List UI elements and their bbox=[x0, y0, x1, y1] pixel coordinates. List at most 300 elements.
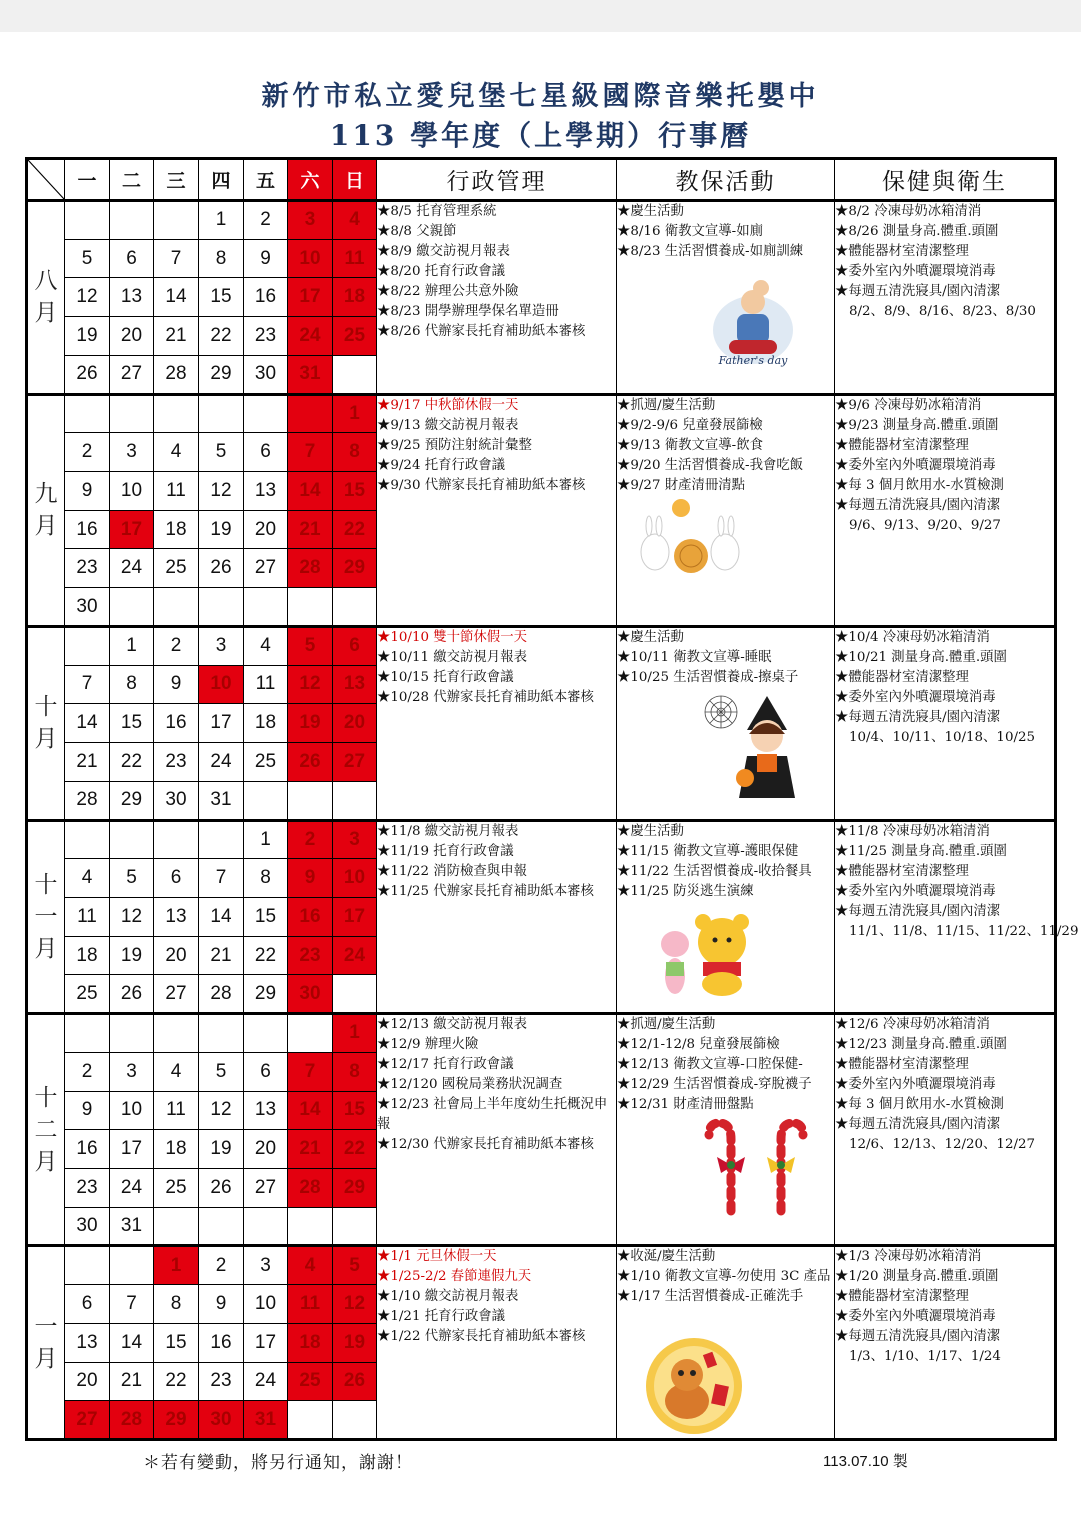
day-cell-sun: 3 bbox=[333, 820, 377, 859]
day-cell-thu: 9 bbox=[199, 1285, 244, 1324]
day-cell-sun bbox=[333, 1401, 377, 1440]
weekday-thu: 四 bbox=[199, 159, 244, 201]
day-cell-tue: 3 bbox=[110, 433, 154, 472]
health-item: ★11/8 冷凍母奶冰箱清消 bbox=[835, 823, 990, 839]
day-cell-sun: 19 bbox=[333, 1323, 377, 1362]
day-cell-thu: 29 bbox=[199, 355, 244, 394]
day-cell-thu: 12 bbox=[199, 472, 244, 511]
health-item: ★體能器材室清潔整理 bbox=[835, 863, 969, 879]
day-cell-fri: 13 bbox=[244, 472, 288, 511]
health-item: ★9/6 冷凍母奶冰箱清消 bbox=[835, 397, 982, 413]
admin-notes bbox=[377, 1014, 617, 1246]
school-calendar-table bbox=[25, 157, 1079, 1441]
day-cell-mon: 19 bbox=[65, 317, 110, 356]
health-notes bbox=[835, 201, 1056, 395]
day-cell-mon: 23 bbox=[65, 1168, 110, 1207]
day-cell-thu: 22 bbox=[199, 317, 244, 356]
admin-item: ★10/28 代辦家長托育補助紙本審核 bbox=[377, 689, 594, 705]
admin-item: ★11/25 代辦家長托育補助紙本審核 bbox=[377, 883, 594, 899]
day-cell-sun: 26 bbox=[333, 1362, 377, 1401]
education-item: ★11/25 防災逃生演練 bbox=[617, 883, 754, 899]
day-cell-sat: 25 bbox=[288, 1362, 333, 1401]
weekday-sun: 日 bbox=[333, 159, 377, 201]
day-cell-wed: 11 bbox=[154, 1091, 199, 1130]
day-cell-sun: 11 bbox=[333, 239, 377, 278]
day-cell-tue: 10 bbox=[110, 472, 154, 511]
day-cell-sat: 4 bbox=[288, 1246, 333, 1285]
day-cell-wed: 4 bbox=[154, 433, 199, 472]
education-item: ★慶生活動 bbox=[617, 823, 684, 839]
day-cell-thu: 15 bbox=[199, 278, 244, 317]
week-row bbox=[27, 1246, 1056, 1285]
day-cell-sat: 30 bbox=[288, 975, 333, 1014]
day-cell-tue bbox=[110, 820, 154, 859]
day-cell-thu bbox=[199, 1014, 244, 1053]
admin-item: ★8/20 托育行政會議 bbox=[377, 264, 506, 279]
day-cell-wed: 8 bbox=[154, 1285, 199, 1324]
admin-item: ★11/22 消防檢查與申報 bbox=[377, 863, 527, 879]
day-cell-thu: 3 bbox=[199, 626, 244, 665]
day-cell-fri: 2 bbox=[244, 201, 288, 240]
admin-item: ★8/5 托育管理系統 bbox=[377, 204, 497, 219]
education-item: ★9/20 生活習慣養成-我會吃飯 bbox=[617, 457, 804, 473]
admin-item: ★10/11 繳交訪視月報表 bbox=[377, 649, 527, 665]
health-item: ★10/4 冷凍母奶冰箱清消 bbox=[835, 629, 990, 645]
holiday-item: ★1/25-2/2 春節連假九天 bbox=[377, 1269, 532, 1285]
day-cell-tue: 5 bbox=[110, 859, 154, 898]
education-item: ★1/10 衛教文宣導-勿使用 3C 產品 bbox=[617, 1269, 831, 1285]
day-cell-tue bbox=[110, 394, 154, 433]
day-cell-wed: 25 bbox=[154, 1168, 199, 1207]
day-cell-fri: 15 bbox=[244, 897, 288, 936]
day-cell-tue: 14 bbox=[110, 1323, 154, 1362]
day-cell-thu: 26 bbox=[199, 549, 244, 588]
admin-item: ★9/30 代辦家長托育補助紙本審核 bbox=[377, 477, 586, 493]
day-cell-wed: 6 bbox=[154, 859, 199, 898]
day-cell-mon bbox=[65, 1014, 110, 1053]
day-cell-tue: 7 bbox=[110, 1285, 154, 1324]
corner-cell bbox=[27, 159, 65, 201]
health-item: ★9/23 測量身高.體重.頭圍 bbox=[835, 417, 999, 433]
day-cell-fri: 6 bbox=[244, 1052, 288, 1091]
health-item: ★每週五清洗寢具/園內清潔 bbox=[835, 903, 1001, 919]
day-cell-sun bbox=[333, 355, 377, 394]
week-row bbox=[27, 626, 1056, 665]
day-cell-wed: 25 bbox=[154, 549, 199, 588]
admin-item: ★8/9 繳交訪視月報表 bbox=[377, 244, 510, 259]
weekday-fri: 五 bbox=[244, 159, 288, 201]
day-cell-fri: 27 bbox=[244, 549, 288, 588]
day-cell-sat: 21 bbox=[288, 1130, 333, 1169]
health-item: ★體能器材室清潔整理 bbox=[835, 1289, 969, 1305]
day-cell-mon: 9 bbox=[65, 472, 110, 511]
day-cell-sat: 28 bbox=[288, 1168, 333, 1207]
day-cell-thu bbox=[199, 394, 244, 433]
admin-item: ★11/8 繳交訪視月報表 bbox=[377, 823, 519, 839]
health-item: ★委外室內外噴灑環境消毒 bbox=[835, 264, 996, 279]
cleaning-dates: 10/4、10/11、10/18、10/25 bbox=[849, 729, 1036, 745]
day-cell-wed bbox=[154, 394, 199, 433]
education-item: ★抓週/慶生活動 bbox=[617, 397, 716, 413]
day-cell-sat: 21 bbox=[288, 510, 333, 549]
day-cell-mon: 6 bbox=[65, 1285, 110, 1324]
weekday-wed: 三 bbox=[154, 159, 199, 201]
day-cell-fri: 13 bbox=[244, 1091, 288, 1130]
month-label: 十 月 bbox=[27, 626, 65, 820]
day-cell-sun: 10 bbox=[333, 859, 377, 898]
day-cell-sun: 29 bbox=[333, 549, 377, 588]
day-cell-mon: 5 bbox=[65, 239, 110, 278]
education-item: ★12/29 生活習慣養成-穿脫襪子 bbox=[617, 1077, 812, 1093]
day-cell-sat: 2 bbox=[288, 820, 333, 859]
day-cell-wed: 15 bbox=[154, 1323, 199, 1362]
week-row bbox=[27, 201, 1056, 240]
day-cell-fri: 31 bbox=[244, 1401, 288, 1440]
day-cell-mon: 9 bbox=[65, 1091, 110, 1130]
day-cell-fri: 27 bbox=[244, 1168, 288, 1207]
week-row bbox=[27, 1014, 1056, 1053]
day-cell-fri: 25 bbox=[244, 743, 288, 782]
day-cell-fri: 3 bbox=[244, 1246, 288, 1285]
diagonal-line bbox=[28, 160, 64, 199]
footer-made-date: 113.07.10 製 bbox=[823, 1453, 908, 1470]
day-cell-wed: 28 bbox=[154, 355, 199, 394]
day-cell-fri: 6 bbox=[244, 433, 288, 472]
calendar-title: 113 學年度（上學期）行事曆 bbox=[329, 119, 752, 152]
education-item: ★11/22 生活習慣養成-收拾餐具 bbox=[617, 863, 812, 879]
day-cell-sat: 19 bbox=[288, 704, 333, 743]
day-cell-sun: 8 bbox=[333, 1052, 377, 1091]
day-cell-mon bbox=[65, 394, 110, 433]
education-item: ★11/15 衛教文宣導-護眼保健 bbox=[617, 843, 799, 859]
column-health: 保健與衛生 bbox=[835, 159, 1056, 201]
day-cell-tue: 27 bbox=[110, 355, 154, 394]
day-cell-mon: 16 bbox=[65, 1130, 110, 1169]
column-education: 教保活動 bbox=[617, 159, 835, 201]
education-item: ★12/1-12/8 兒童發展篩檢 bbox=[617, 1037, 780, 1053]
day-cell-mon bbox=[65, 201, 110, 240]
svg-text:Father's day: Father's day bbox=[718, 354, 788, 367]
education-item: ★慶生活動 bbox=[617, 204, 684, 219]
education-item: ★10/25 生活習慣養成-擦桌子 bbox=[617, 669, 799, 685]
day-cell-sun: 20 bbox=[333, 704, 377, 743]
health-item: ★體能器材室清潔整理 bbox=[835, 1057, 969, 1073]
day-cell-wed: 16 bbox=[154, 704, 199, 743]
health-notes bbox=[835, 394, 1056, 626]
day-cell-wed: 23 bbox=[154, 743, 199, 782]
day-cell-tue: 1 bbox=[110, 626, 154, 665]
day-cell-thu: 28 bbox=[199, 975, 244, 1014]
header-row bbox=[27, 159, 1056, 201]
admin-item: ★8/26 代辦家長托育補助紙本審核 bbox=[377, 324, 586, 339]
day-cell-sun bbox=[333, 588, 377, 627]
day-cell-wed: 13 bbox=[154, 897, 199, 936]
education-item: ★9/2-9/6 兒童發展篩檢 bbox=[617, 417, 763, 433]
health-item: ★體能器材室清潔整理 bbox=[835, 669, 969, 685]
day-cell-sat: 23 bbox=[288, 936, 333, 975]
day-cell-thu: 5 bbox=[199, 1052, 244, 1091]
day-cell-tue: 22 bbox=[110, 743, 154, 782]
day-cell-tue: 26 bbox=[110, 975, 154, 1014]
day-cell-tue: 29 bbox=[110, 781, 154, 820]
month-label: 一 月 bbox=[27, 1246, 65, 1440]
day-cell-thu: 10 bbox=[199, 665, 244, 704]
day-cell-tue bbox=[110, 201, 154, 240]
admin-notes bbox=[377, 820, 617, 1014]
day-cell-thu bbox=[199, 820, 244, 859]
day-cell-wed bbox=[154, 820, 199, 859]
day-cell-wed: 29 bbox=[154, 1401, 199, 1440]
cleaning-dates: 1/3、1/10、1/17、1/24 bbox=[849, 1349, 1001, 1365]
health-notes bbox=[835, 1246, 1056, 1440]
bear-pig-illustration bbox=[647, 904, 757, 1006]
day-cell-thu: 21 bbox=[199, 936, 244, 975]
week-row bbox=[27, 394, 1056, 433]
day-cell-tue bbox=[110, 1246, 154, 1285]
day-cell-tue: 28 bbox=[110, 1401, 154, 1440]
admin-notes bbox=[377, 394, 617, 626]
health-notes bbox=[835, 1014, 1056, 1246]
health-item: ★體能器材室清潔整理 bbox=[835, 244, 969, 259]
day-cell-fri: 16 bbox=[244, 278, 288, 317]
education-notes bbox=[617, 201, 835, 395]
education-item: ★9/27 財產清冊清點 bbox=[617, 477, 746, 493]
admin-item: ★12/30 代辦家長托育補助紙本審核 bbox=[377, 1137, 594, 1153]
admin-item: ★12/9 辦理火險 bbox=[377, 1037, 479, 1053]
day-cell-sat bbox=[288, 588, 333, 627]
day-cell-mon: 13 bbox=[65, 1323, 110, 1362]
admin-item: ★12/120 國稅局業務狀況調查 bbox=[377, 1077, 563, 1093]
day-cell-wed: 27 bbox=[154, 975, 199, 1014]
day-cell-sat: 12 bbox=[288, 665, 333, 704]
day-cell-fri: 18 bbox=[244, 704, 288, 743]
day-cell-fri: 22 bbox=[244, 936, 288, 975]
admin-item: ★11/19 托育行政會議 bbox=[377, 843, 514, 859]
day-cell-sun bbox=[333, 1207, 377, 1246]
health-notes bbox=[835, 626, 1056, 820]
day-cell-fri: 24 bbox=[244, 1362, 288, 1401]
day-cell-mon: 12 bbox=[65, 278, 110, 317]
day-cell-sat: 14 bbox=[288, 472, 333, 511]
weekday-tue: 二 bbox=[110, 159, 154, 201]
health-item: ★1/20 測量身高.體重.頭圍 bbox=[835, 1269, 999, 1285]
day-cell-sat: 9 bbox=[288, 859, 333, 898]
day-cell-thu: 23 bbox=[199, 1362, 244, 1401]
cleaning-dates: 8/2、8/9、8/16、8/23、8/30 bbox=[849, 304, 1036, 319]
day-cell-fri: 30 bbox=[244, 355, 288, 394]
day-cell-sat: 11 bbox=[288, 1285, 333, 1324]
education-item: ★12/31 財產清冊盤點 bbox=[617, 1097, 754, 1113]
day-cell-sun: 29 bbox=[333, 1168, 377, 1207]
day-cell-mon: 26 bbox=[65, 355, 110, 394]
education-notes bbox=[617, 820, 835, 1014]
day-cell-wed: 30 bbox=[154, 781, 199, 820]
day-cell-thu: 2 bbox=[199, 1246, 244, 1285]
day-cell-tue: 19 bbox=[110, 936, 154, 975]
day-cell-mon: 25 bbox=[65, 975, 110, 1014]
day-cell-tue: 12 bbox=[110, 897, 154, 936]
day-cell-mon: 21 bbox=[65, 743, 110, 782]
cleaning-dates: 12/6、12/13、12/20、12/27 bbox=[849, 1137, 1036, 1153]
day-cell-mon bbox=[65, 1246, 110, 1285]
health-item: ★8/26 測量身高.體重.頭圍 bbox=[835, 224, 999, 239]
health-item: ★10/21 測量身高.體重.頭圍 bbox=[835, 649, 1007, 665]
day-cell-fri: 1 bbox=[244, 820, 288, 859]
day-cell-sat bbox=[288, 1401, 333, 1440]
day-cell-wed bbox=[154, 1207, 199, 1246]
cleaning-dates: 9/6、9/13、9/20、9/27 bbox=[849, 517, 1001, 533]
column-admin: 行政管理 bbox=[377, 159, 617, 201]
day-cell-thu: 24 bbox=[199, 743, 244, 782]
day-cell-sun: 4 bbox=[333, 201, 377, 240]
day-cell-thu: 30 bbox=[199, 1401, 244, 1440]
day-cell-sun: 1 bbox=[333, 1014, 377, 1053]
health-item: ★每週五清洗寢具/園內清潔 bbox=[835, 1117, 1001, 1133]
day-cell-tue: 17 bbox=[110, 1130, 154, 1169]
education-item: ★8/23 生活習慣養成-如廁訓練 bbox=[617, 244, 804, 259]
day-cell-sun bbox=[333, 781, 377, 820]
admin-item: ★9/25 預防注射統計彙整 bbox=[377, 437, 532, 453]
day-cell-mon bbox=[65, 626, 110, 665]
day-cell-sun: 24 bbox=[333, 936, 377, 975]
candy-canes-illustration bbox=[701, 1115, 811, 1222]
health-item: ★每週五清洗寢具/園內清潔 bbox=[835, 284, 1001, 299]
day-cell-thu: 16 bbox=[199, 1323, 244, 1362]
health-item: ★1/3 冷凍母奶冰箱清消 bbox=[835, 1249, 982, 1265]
day-cell-tue: 13 bbox=[110, 278, 154, 317]
day-cell-mon: 7 bbox=[65, 665, 110, 704]
health-item: ★12/6 冷凍母奶冰箱清消 bbox=[835, 1017, 990, 1033]
health-item: ★委外室內外噴灑環境消毒 bbox=[835, 1077, 996, 1093]
health-notes bbox=[835, 820, 1079, 1014]
health-item: ★12/23 測量身高.體重.頭圍 bbox=[835, 1037, 1007, 1053]
admin-item: ★1/10 繳交訪視月報表 bbox=[377, 1289, 519, 1305]
day-cell-mon: 2 bbox=[65, 1052, 110, 1091]
day-cell-wed: 20 bbox=[154, 936, 199, 975]
holiday-item: ★10/10 雙十節休假一天 bbox=[377, 629, 527, 645]
day-cell-thu: 31 bbox=[199, 781, 244, 820]
health-item: ★每週五清洗寢具/園內清潔 bbox=[835, 497, 1001, 513]
education-notes bbox=[617, 626, 835, 820]
health-item: ★委外室內外噴灑環境消毒 bbox=[835, 883, 996, 899]
day-cell-sun: 17 bbox=[333, 897, 377, 936]
day-cell-mon bbox=[65, 820, 110, 859]
day-cell-sat: 31 bbox=[288, 355, 333, 394]
day-cell-fri: 9 bbox=[244, 239, 288, 278]
day-cell-sun bbox=[333, 975, 377, 1014]
fathers-day-illustration bbox=[703, 270, 803, 377]
day-cell-mon: 11 bbox=[65, 897, 110, 936]
day-cell-sat: 28 bbox=[288, 549, 333, 588]
day-cell-sun: 27 bbox=[333, 743, 377, 782]
education-item: ★12/13 衛教文宣導-口腔保健- bbox=[617, 1057, 803, 1073]
admin-item: ★12/13 繳交訪視月報表 bbox=[377, 1017, 527, 1033]
day-cell-sat: 26 bbox=[288, 743, 333, 782]
new-year-snake-illustration bbox=[639, 1331, 749, 1448]
day-cell-sun: 18 bbox=[333, 278, 377, 317]
holiday-item: ★1/1 元旦休假一天 bbox=[377, 1249, 497, 1265]
day-cell-thu: 26 bbox=[199, 1168, 244, 1207]
day-cell-fri bbox=[244, 1014, 288, 1053]
day-cell-sun: 1 bbox=[333, 394, 377, 433]
day-cell-sat bbox=[288, 394, 333, 433]
day-cell-thu bbox=[199, 1207, 244, 1246]
day-cell-tue bbox=[110, 588, 154, 627]
day-cell-fri: 20 bbox=[244, 1130, 288, 1169]
day-cell-fri bbox=[244, 1207, 288, 1246]
health-item: ★每週五清洗寢具/園內清潔 bbox=[835, 709, 1001, 725]
day-cell-mon: 20 bbox=[65, 1362, 110, 1401]
day-cell-sun: 8 bbox=[333, 433, 377, 472]
health-item: ★11/25 測量身高.體重.頭圍 bbox=[835, 843, 1007, 859]
day-cell-mon: 14 bbox=[65, 704, 110, 743]
day-cell-sat: 3 bbox=[288, 201, 333, 240]
day-cell-sun: 13 bbox=[333, 665, 377, 704]
day-cell-fri: 4 bbox=[244, 626, 288, 665]
day-cell-sun: 5 bbox=[333, 1246, 377, 1285]
day-cell-thu: 7 bbox=[199, 859, 244, 898]
day-cell-fri bbox=[244, 781, 288, 820]
day-cell-tue: 15 bbox=[110, 704, 154, 743]
day-cell-wed: 11 bbox=[154, 472, 199, 511]
health-item: ★委外室內外噴灑環境消毒 bbox=[835, 457, 996, 473]
day-cell-thu: 5 bbox=[199, 433, 244, 472]
month-label: 九 月 bbox=[27, 394, 65, 626]
day-cell-thu: 12 bbox=[199, 1091, 244, 1130]
education-item: ★9/13 衛教文宣導-飲食 bbox=[617, 437, 763, 453]
day-cell-fri bbox=[244, 394, 288, 433]
education-item: ★抓週/慶生活動 bbox=[617, 1017, 716, 1033]
day-cell-wed: 7 bbox=[154, 239, 199, 278]
top-bar bbox=[0, 0, 1081, 32]
day-cell-mon: 30 bbox=[65, 588, 110, 627]
day-cell-wed: 18 bbox=[154, 1130, 199, 1169]
day-cell-sat: 18 bbox=[288, 1323, 333, 1362]
day-cell-thu bbox=[199, 588, 244, 627]
admin-item: ★8/22 辦理公共意外險 bbox=[377, 284, 519, 299]
day-cell-thu: 8 bbox=[199, 239, 244, 278]
day-cell-fri: 8 bbox=[244, 859, 288, 898]
day-cell-mon: 16 bbox=[65, 510, 110, 549]
day-cell-mon: 23 bbox=[65, 549, 110, 588]
day-cell-sat: 24 bbox=[288, 317, 333, 356]
day-cell-thu: 14 bbox=[199, 897, 244, 936]
school-name: 新竹市私立愛兒堡七星級國際音樂托嬰中 bbox=[261, 81, 820, 112]
month-label: 八 月 bbox=[27, 201, 65, 395]
admin-item: ★1/21 托育行政會議 bbox=[377, 1309, 506, 1325]
day-cell-thu: 17 bbox=[199, 704, 244, 743]
day-cell-sat: 10 bbox=[288, 239, 333, 278]
education-notes bbox=[617, 394, 835, 626]
day-cell-sat bbox=[288, 1207, 333, 1246]
holiday-item: ★9/17 中秋節休假一天 bbox=[377, 397, 519, 413]
day-cell-mon: 18 bbox=[65, 936, 110, 975]
admin-item: ★9/13 繳交訪視月報表 bbox=[377, 417, 519, 433]
education-item: ★8/16 衛教文宣導-如廁 bbox=[617, 224, 763, 239]
day-cell-fri: 17 bbox=[244, 1323, 288, 1362]
day-cell-tue: 17 bbox=[110, 510, 154, 549]
admin-item: ★12/17 托育行政會議 bbox=[377, 1057, 514, 1073]
education-item: ★收涎/慶生活動 bbox=[617, 1249, 716, 1265]
week-row bbox=[27, 820, 1056, 859]
day-cell-wed bbox=[154, 201, 199, 240]
day-cell-mon: 2 bbox=[65, 433, 110, 472]
day-cell-wed: 22 bbox=[154, 1362, 199, 1401]
education-item: ★慶生活動 bbox=[617, 629, 684, 645]
admin-item: ★8/23 開學辦理學保名單造冊 bbox=[377, 304, 559, 319]
month-label: 十 二 月 bbox=[27, 1014, 65, 1246]
health-item: ★每 3 個月飲用水-水質檢測 bbox=[835, 1097, 1004, 1113]
